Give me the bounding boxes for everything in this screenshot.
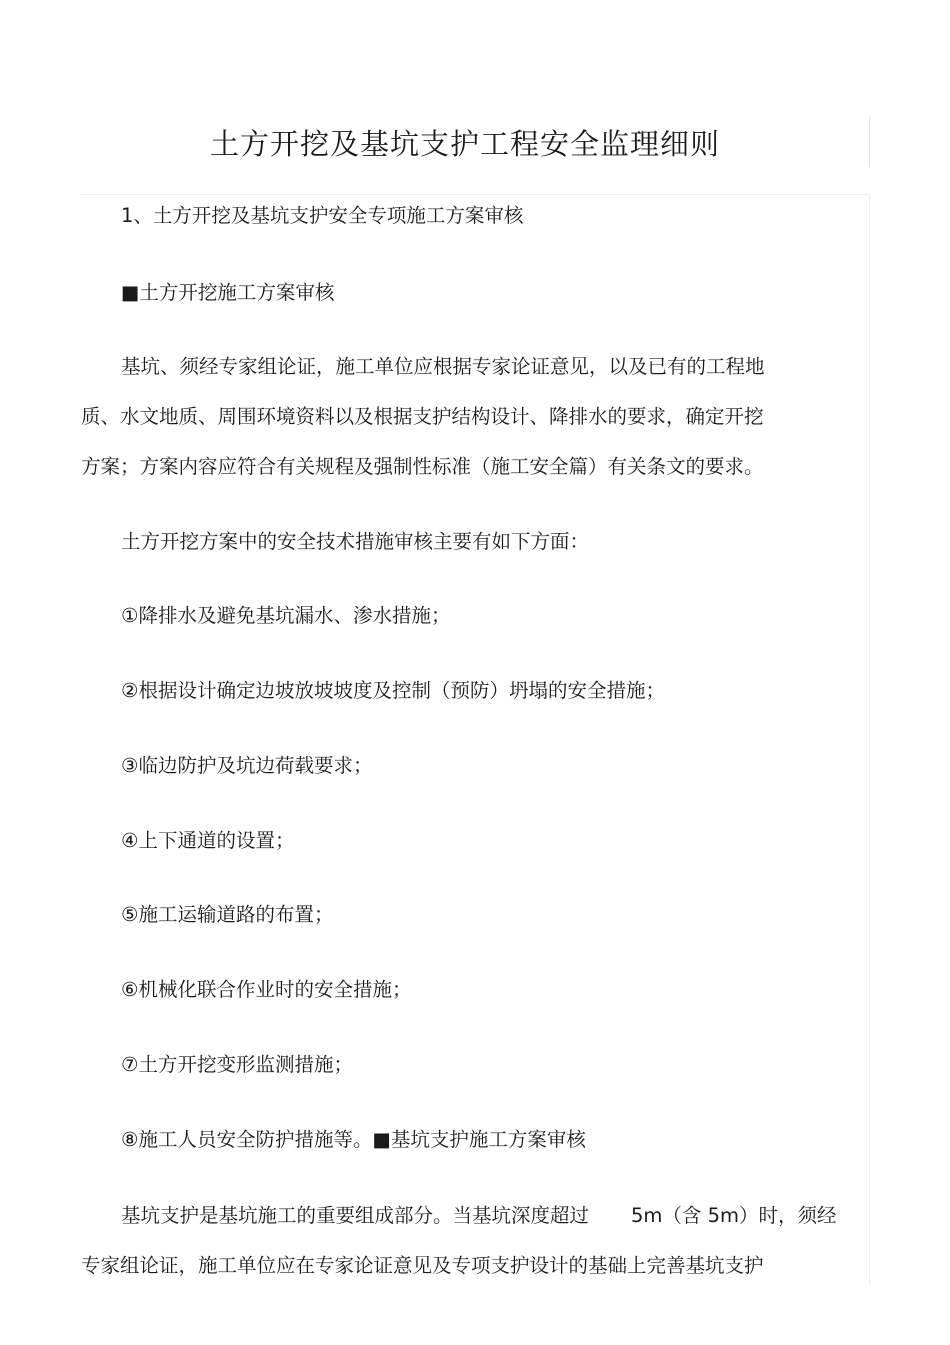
paragraph-1-line-1: 基坑、须经专家组论证，施工单位应根据专家论证意见，以及已有的工程地 — [121, 355, 765, 378]
subsection-earthwork-heading: ■土方开挖施工方案审核 — [121, 281, 335, 304]
measure-item-5: ⑤施工运输道路的布置； — [121, 903, 334, 926]
measure-item-2: ②根据设计确定边坡放坡坡度及控制（预防）坍塌的安全措施； — [121, 679, 665, 702]
paragraph-1-line-2: 质、水文地质、周围环境资料以及根据支护结构设计、降排水的要求，确定开挖 — [81, 405, 764, 428]
margin-rule-body — [869, 195, 870, 1285]
measure-item-1: ①降排水及避免基坑漏水、渗水措施； — [121, 604, 451, 627]
paragraph-2-line-1-text: 基坑支护是基坑施工的重要组成部分。当基坑深度超过 — [121, 1204, 590, 1227]
paragraph-2-line-2: 专家组论证，施工单位应在专家论证意见及专项支护设计的基础上完善基坑支护 — [81, 1254, 764, 1277]
measure-item-3: ③临边防护及坑边荷载要求； — [121, 754, 373, 777]
section-heading-1: 1、土方开挖及基坑支护安全专项施工方案审核 — [121, 204, 524, 227]
measures-intro: 土方开挖方案中的安全技术措施审核主要有如下方面： — [121, 530, 590, 553]
margin-rule-top — [869, 117, 870, 167]
title-divider — [80, 194, 870, 195]
measure-item-8: ⑧施工人员安全防护措施等。■基坑支护施工方案审核 — [121, 1128, 586, 1151]
paragraph-2-depth-text: 5m（含 5m）时，须经 — [631, 1204, 837, 1227]
document-title: 土方开挖及基坑支护工程安全监理细则 — [209, 127, 720, 161]
measure-item-4: ④上下通道的设置； — [121, 829, 295, 852]
measure-item-7: ⑦土方开挖变形监测措施； — [121, 1053, 353, 1076]
measure-item-6: ⑥机械化联合作业时的安全措施； — [121, 978, 412, 1001]
paragraph-2-line-1 — [121, 1202, 837, 1230]
paragraph-1-line-3: 方案；方案内容应符合有关规程及强制性标准（施工安全篇）有关条文的要求。 — [81, 455, 764, 478]
